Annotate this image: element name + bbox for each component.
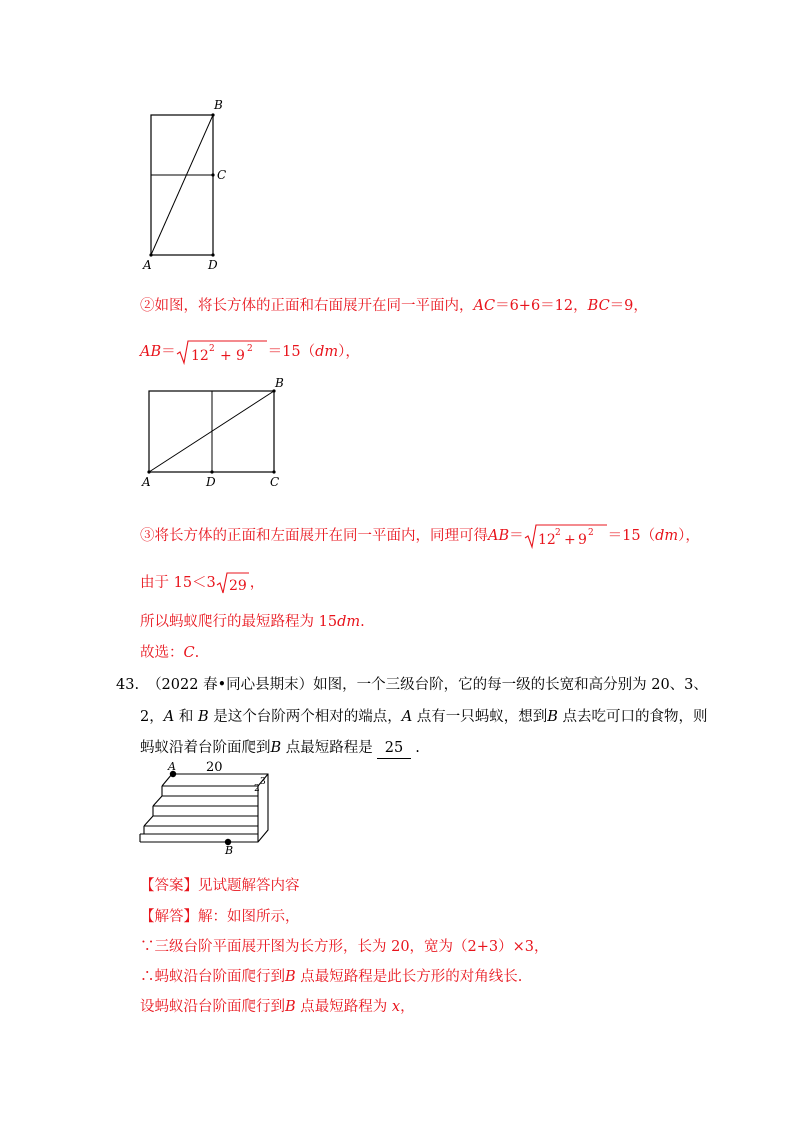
- step3-exp-b: 2: [587, 528, 594, 538]
- figure3-label-2: 2: [254, 784, 260, 794]
- solution-l1: ∵三级台阶平面展开图为长方形，长为 20，宽为（2+3）×3，: [140, 939, 549, 955]
- figure3-label-3: 3: [260, 777, 266, 787]
- conclusion-unit: dm: [337, 614, 361, 630]
- solution-line2: [140, 967, 522, 987]
- step3-text: 将长方体的正面和左面展开在同一平面内，同理可得: [154, 528, 488, 544]
- step2-text: 如图，将长方体的正面和右面展开在同一平面内，: [154, 298, 474, 314]
- step2-sqrt: [176, 339, 268, 365]
- answer-tag: 【答案】: [140, 878, 198, 894]
- solution-l3-d: x: [391, 999, 401, 1015]
- answer-text: 见试题解答内容: [198, 878, 300, 894]
- answer-line: [140, 876, 300, 896]
- step2-ab-label: AB: [140, 344, 162, 360]
- q43-line2-i: 点去吃可口的食物，则: [557, 709, 708, 725]
- choice-suffix: .: [194, 645, 200, 661]
- since-sqrt: [216, 571, 250, 595]
- solution-text: 解：如图所示，: [198, 909, 300, 925]
- step2-bc-eq: ＝9，: [609, 298, 648, 314]
- conclusion-line: [140, 612, 365, 632]
- step3-sqrt: [524, 523, 608, 549]
- step2-radicand-b: 9: [235, 348, 245, 364]
- q43-line3-b: B: [270, 740, 282, 756]
- step2-ac-label: AC: [473, 298, 496, 314]
- since-suffix: ，: [249, 575, 265, 591]
- figure3-label-b: B: [225, 844, 234, 856]
- step3-radicand-a: 12: [537, 532, 556, 548]
- question-43-line3: [140, 738, 420, 759]
- solution-l3-b: B: [285, 999, 296, 1015]
- step2-close: ），: [338, 344, 360, 360]
- q43-line2-c: 和: [174, 709, 198, 725]
- choice-line: [140, 643, 199, 663]
- q43-line2-f: A: [401, 709, 413, 725]
- q43-line3-a: 蚂蚁沿着台阶面爬到: [140, 740, 271, 756]
- figure1-label-d: D: [208, 258, 218, 272]
- step2-exp-a: 2: [208, 344, 215, 354]
- q43-line2-a: 2，: [140, 709, 164, 725]
- figure3-label-a: A: [168, 760, 176, 773]
- step3-unit: dm: [655, 528, 679, 544]
- figure-staircase: [132, 758, 280, 856]
- q43-line2-e: 是这个台阶两个相对的端点，: [208, 709, 402, 725]
- step3-radicand-b: 9: [577, 532, 587, 548]
- step2-bc-label: BC: [587, 298, 610, 314]
- q43-line2-g: 点有一只蚂蚁，想到: [412, 709, 548, 725]
- figure1-label-b: B: [214, 98, 223, 112]
- figure-rectangle-horizontal: [140, 374, 290, 492]
- q43-line3-c: 点最短路程是: [281, 740, 373, 756]
- step2-radicand-a: 12: [190, 348, 209, 364]
- since-line: [140, 570, 264, 596]
- figure3-label-len: 20: [206, 760, 223, 775]
- step3-eq-sign: ＝: [509, 528, 524, 544]
- solution-line3: [140, 997, 415, 1017]
- since-prefix: 由于 15＜3: [140, 575, 216, 591]
- solution-line: [140, 907, 300, 927]
- solution-l2-b: B: [285, 969, 296, 985]
- step3-plus: +: [563, 532, 576, 548]
- question-number: 43.: [116, 677, 140, 693]
- figure2-label-b: B: [275, 376, 284, 390]
- step3-result: ＝15（: [607, 528, 656, 544]
- q43-line2-b: A: [163, 709, 175, 725]
- step2-eq-sign: ＝: [161, 344, 176, 360]
- question-43-line2: [140, 707, 708, 727]
- question-43-text1: （2022 春•同心县期末）如图，一个三级台阶，它的每一级的长宽和高分别为 20、3、: [147, 677, 708, 693]
- choice-prefix: 故选：: [140, 645, 184, 661]
- step2-ac-eq: ＝6+6＝12，: [495, 298, 588, 314]
- step3-exp-a: 2: [554, 528, 561, 538]
- figure2-label-c: C: [270, 475, 280, 489]
- step2-unit: dm: [315, 344, 339, 360]
- choice-answer: C: [183, 645, 195, 661]
- q43-line3-end: .: [415, 740, 420, 756]
- figure1-label-c: C: [217, 168, 227, 182]
- figure-rectangle-vertical: [140, 96, 240, 272]
- step2-line: [140, 296, 648, 316]
- figure2-label-a: A: [142, 475, 151, 489]
- step3-close: ），: [678, 528, 700, 544]
- solution-l2-c: 点最短路程是此长方形的对角线长.: [295, 969, 523, 985]
- solution-tag: 【解答】: [140, 909, 198, 925]
- step3-line: [140, 522, 700, 550]
- solution-l3-e: ，: [400, 999, 415, 1015]
- solution-l3-a: 设蚂蚁沿台阶面爬行到: [140, 999, 285, 1015]
- answer-blank[interactable]: 25: [377, 738, 411, 759]
- step2-plus: +: [219, 348, 232, 364]
- figure1-label-a: A: [143, 258, 152, 272]
- step2-formula: [140, 338, 360, 366]
- step2-exp-b: 2: [246, 344, 253, 354]
- q43-line2-d: B: [197, 709, 209, 725]
- conclusion-prefix: 所以蚂蚁爬行的最短路程为 15: [140, 614, 338, 630]
- step2-marker: ②: [140, 298, 155, 314]
- step2-result: ＝15（: [267, 344, 316, 360]
- conclusion-suffix: .: [360, 614, 365, 630]
- q43-line2-h: B: [547, 709, 558, 725]
- step3-marker: ③: [140, 528, 155, 544]
- solution-l3-c: 点最短路程为: [295, 999, 392, 1015]
- since-radicand: 29: [228, 578, 247, 594]
- figure2-label-d: D: [206, 475, 216, 489]
- solution-l2-a: ∴蚂蚁沿台阶面爬行到: [140, 969, 285, 985]
- step3-ab-label: AB: [488, 528, 510, 544]
- question-43-line1: [116, 675, 708, 695]
- solution-line1: [140, 937, 549, 957]
